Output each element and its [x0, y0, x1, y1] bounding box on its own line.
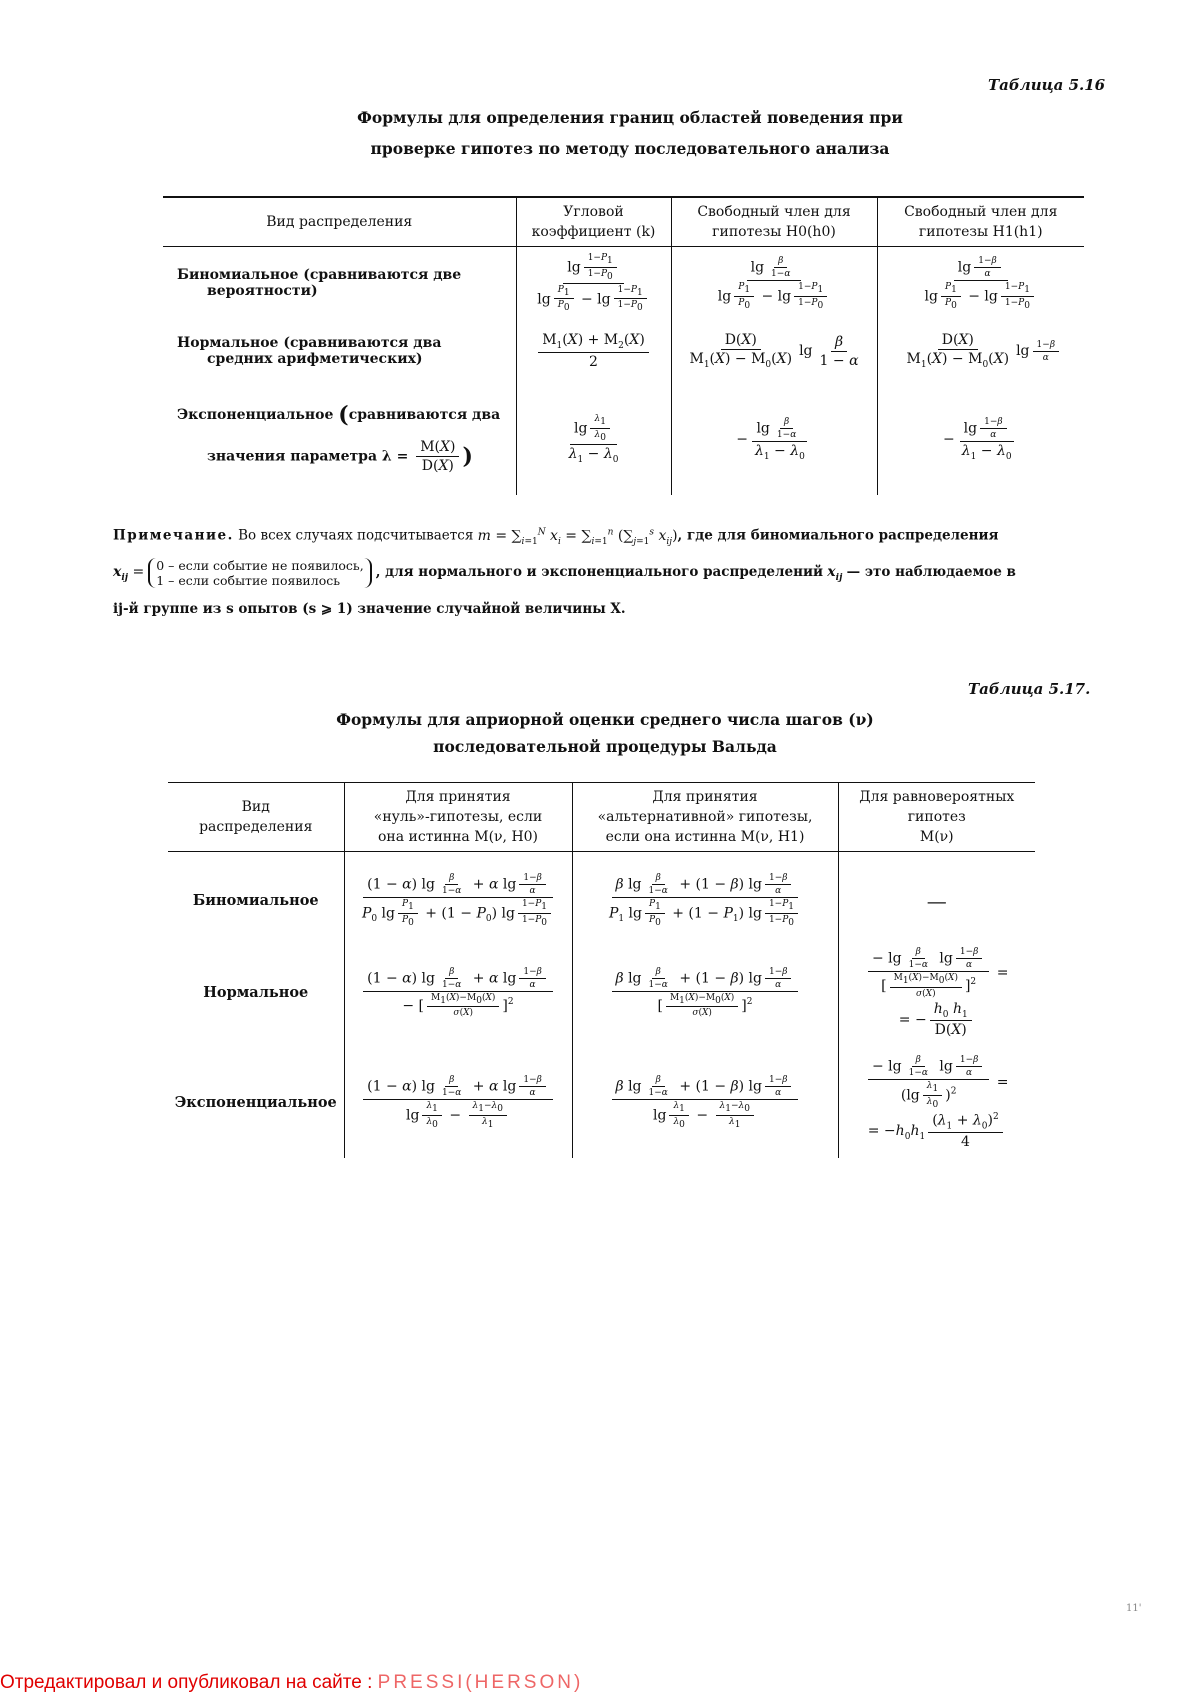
header-line: Для принятия: [652, 789, 758, 805]
header-line: Для равновероятных: [859, 789, 1015, 805]
header-line: если она истинна M(ν, H1): [605, 829, 805, 845]
note-formula-xij: $x_{ij}$ =: [113, 564, 145, 584]
formula-alt-normal: β lg $\frac{\beta}{1-\alpha}$ + (1 − β) lg $\frac{1-\beta}{\alpha}$ [ $\frac{M_1(X)-M_0(X)}{\sigma(X)}$ ]$^2$: [572, 938, 838, 1048]
row-name-exponential: Экспоненциальное: [174, 1094, 337, 1111]
formula-h0-normal: $\frac{D(X)}{M_1(X) - M_0(X)}$ lg $\frac{\beta}{1 - \alpha}$: [671, 319, 877, 383]
row-name-line: Биномиальное (сравниваются две: [177, 267, 462, 284]
table-5-17: [168, 782, 1035, 1158]
formula-h0-exponential: − lg $\frac{\beta}{1-\alpha}$ $\lambda_1 - \lambda_0$: [671, 383, 877, 495]
row-name-binomial: Биномиальное: [192, 892, 319, 909]
table-row: [168, 864, 1035, 938]
header-line: гипотезы H1(h1): [918, 224, 1043, 240]
table-5-16: [163, 196, 1084, 495]
footer-text: Отредактировал и опубликовал на сайте :: [0, 1672, 373, 1693]
table-row: [163, 319, 1084, 383]
table-row: [168, 1048, 1035, 1158]
header-intercept-h0: [671, 197, 877, 247]
formula-k-normal: $\frac{M_1(X) + M_2(X)}{2}$: [516, 319, 671, 383]
table-number: Таблица 5.16: [988, 76, 1106, 94]
row-name-normal: [163, 319, 516, 383]
header-line: Для принятия: [405, 789, 511, 805]
note-text: Во всех случаях подсчитывается: [238, 527, 474, 544]
row-name-normal: Нормальное: [203, 984, 309, 1001]
row-name-line: средних арифметических): [207, 351, 423, 368]
header-accept-alternative: [572, 783, 838, 852]
note-text: , где для биномиального распределения: [677, 527, 999, 544]
row-name-line: вероятности): [207, 283, 318, 300]
header-line: Свободный член для: [697, 204, 851, 220]
note-cases: [148, 558, 371, 588]
header-line: «нуль»-гипотезы, если: [373, 809, 543, 825]
footer-site: PRESSI(HERSON): [377, 1672, 584, 1693]
header-distribution-type: [168, 783, 344, 852]
table-title: [250, 102, 1010, 164]
table-title: [250, 706, 960, 760]
formula-null-exponential: (1 − α) lg $\frac{\beta}{1-\alpha}$ + α lg $\frac{1-\beta}{\alpha}$ lg $\frac{\lambda_1}{\lambda_0}$ − $\frac{\lambda_1-\lambda_0}{\lambda_1}$: [344, 1048, 572, 1158]
formula-h1-binomial: lg $\frac{1-\beta}{\alpha}$ lg $\frac{P_1}{P_0}$ − lg $\frac{1-P_1}{1-P_0}$: [877, 247, 1084, 320]
formula-null-binomial: (1 − α) lg $\frac{\beta}{1-\alpha}$ + α lg $\frac{1-\beta}{\alpha}$ $P_0$ lg $\frac{P_1}{P_0}$ + $(1 - P_0)$ lg $\frac{1-P_1}{1-P_0}$: [344, 864, 572, 938]
formula-alt-exponential: β lg $\frac{\beta}{1-\alpha}$ + (1 − β) lg $\frac{1-\beta}{\alpha}$ lg $\frac{\lambda_1}{\lambda_0}$ − $\frac{\lambda_1-\lambda_0}{\lambda_1}$: [572, 1048, 838, 1158]
header-line: распределения: [199, 819, 313, 835]
header-equiprobable: [838, 783, 1035, 852]
formula-eq-binomial: —: [838, 864, 1035, 938]
row-name-line: значения параметра λ =: [207, 448, 409, 465]
header-distribution-type: Вид распределения: [163, 197, 516, 247]
note-formula-m: $m = \sum_{i=1}^N$ $x_i = \sum_{i=1}^n$ ($\sum_{j=1}^s$ $x_{ij}$): [477, 527, 678, 547]
table-title-line: Формулы для априорной оценки среднего числа шагов (ν): [336, 710, 874, 729]
header-intercept-h1: [877, 197, 1084, 247]
header-line: Вид: [241, 799, 270, 815]
note-formula-xij2: $x_{ij}$: [827, 564, 843, 584]
table-row: [163, 247, 1084, 320]
formula-k-exponential: lg $\frac{\lambda_1}{\lambda_0}$ $\lambda_1 - \lambda_0$: [516, 383, 671, 495]
note-text: , для нормального и экспоненциального распределений: [375, 564, 823, 581]
header-line: она истинна M(ν, H0): [377, 829, 539, 845]
note-text: ij-й группе из s опытов (s ⩾ 1) значение случайной величины X.: [113, 601, 626, 618]
header-line: гипотезы H0(h0): [712, 224, 836, 240]
page-number: 11': [1126, 1603, 1142, 1614]
table-title-line: последовательной процедуры Вальда: [433, 737, 777, 756]
header-line: Свободный член для: [904, 204, 1058, 220]
table-title-line: Формулы для определения границ областей поведения при: [357, 108, 903, 127]
case-line: 1 – если событие появилось: [156, 572, 341, 588]
header-line: Угловой: [563, 204, 624, 220]
case-line: 0 – если событие не появилось,: [156, 557, 364, 573]
formula-h1-exponential: − lg $\frac{1-\beta}{\alpha}$ $\lambda_1 - \lambda_0$: [877, 383, 1084, 495]
header-line: коэффициент (k): [531, 224, 656, 240]
row-name-exponential: Экспоненциальное (сравниваются два значения параметра λ = $\frac{M(X)}{D(X)}$ ): [177, 401, 501, 474]
formula-null-normal: (1 − α) lg $\frac{\beta}{1-\alpha}$ + α lg $\frac{1-\beta}{\alpha}$ − [ $\frac{M_1(X)-M_0(X)}{\sigma(X)}$ ]$^2$: [344, 938, 572, 1048]
table-row: [168, 938, 1035, 1048]
footer-credit: [0, 1672, 583, 1694]
note-text: — это наблюдаемое в: [846, 564, 1016, 581]
row-name-binomial: [163, 247, 516, 320]
table-note: [113, 517, 1138, 625]
header-slope: [516, 197, 671, 247]
formula-alt-binomial: β lg $\frac{\beta}{1-\alpha}$ + (1 − β) lg $\frac{1-\beta}{\alpha}$ $P_1$ lg $\frac{P_1}{P_0}$ + $(1 - P_1)$ lg $\frac{1-P_1}{1-P_0}$: [572, 864, 838, 938]
formula-eq-exponential: − lg $\frac{\beta}{1-\alpha}$ lg $\frac{1-\beta}{\alpha}$ (lg $\frac{\lambda_1}{\lambda_0}$ )$^2$ = = $-h_0h_1$ $\frac{(\lambda_1 + \lambda_0)^2}{4}$: [838, 1048, 1035, 1158]
formula-k-binomial: lg $\frac{1-P_1}{1-P_0}$ lg $\frac{P_1}{P_0}$ − lg $\frac{1-P_1}{1-P_0}$: [516, 247, 671, 320]
row-name-line: сравниваются два: [348, 406, 501, 423]
row-name-line: Экспоненциальное: [177, 406, 334, 423]
row-name-line: Нормальное (сравниваются два: [177, 335, 442, 352]
header-line: гипотез: [907, 809, 966, 825]
formula-h1-normal: $\frac{D(X)}{M_1(X) - M_0(X)}$ lg $\frac{1-\beta}{\alpha}$: [877, 319, 1084, 383]
table-title-line: проверке гипотез по методу последовательного анализа: [370, 139, 890, 158]
table-row: [163, 383, 1084, 495]
note-label: Примечание.: [113, 527, 234, 544]
table-number: Таблица 5.17.: [968, 680, 1091, 698]
header-accept-null: [344, 783, 572, 852]
formula-eq-normal: − lg $\frac{\beta}{1-\alpha}$ lg $\frac{1-\beta}{\alpha}$ [ $\frac{M_1(X)-M_0(X)}{\sigma(X)}$ ]$^2$ = = − $\frac{h_0 h_1}{D(X)}$: [838, 938, 1035, 1048]
header-line: «альтернативной» гипотезы,: [597, 809, 813, 825]
formula-h0-binomial: lg $\frac{\beta}{1-\alpha}$ lg $\frac{P_1}{P_0}$ − lg $\frac{1-P_1}{1-P_0}$: [671, 247, 877, 320]
header-line: M(ν): [919, 829, 954, 845]
